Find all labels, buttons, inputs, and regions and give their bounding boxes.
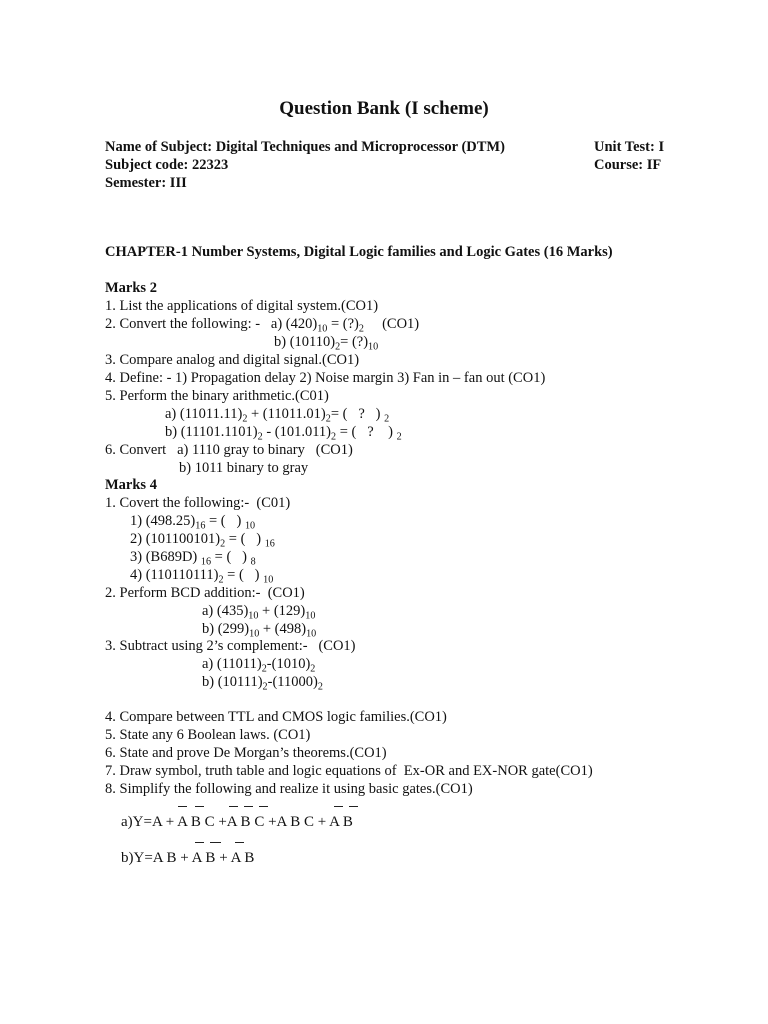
overbar [210,842,221,843]
question: 3. Compare analog and digital signal.(CO1) [105,352,360,368]
question: 2. Convert the following: - a) $(420)_{10}$ = $(?)_2$ (CO1) [105,316,420,335]
unit-test: Unit Test: I [594,139,665,155]
question: 1. Covert the following:- (C01) [105,495,291,511]
overbar [334,806,343,807]
question: 5. Perform the binary arithmetic.(C01) [105,388,329,404]
question: 2. Perform BCD addition:- (CO1) [105,585,305,601]
equation-b: b)Y=A B + A B + A B [121,850,255,866]
sub-question: 4) $(110110111)_2$ = ( ) $_{10}$ [130,567,274,586]
question: 6. State and prove De Morgan’s theorems.(CO1) [105,745,387,761]
sub-question: b) $(11101.1101)_2 - (101.011)_2$ = ( ? ) $_2$ [165,424,402,443]
sub-question: a) $(435)_{10} + (129)_{10}$ [202,603,316,622]
question: 8. Simplify the following and realize it using basic gates.(CO1) [105,781,473,797]
overbar [229,806,238,807]
chapter-heading: CHAPTER-1 Number Systems, Digital Logic families and Logic Gates (16 Marks) [105,244,613,260]
sub-question: b) $(10111)_2-(11000)_2$ [202,674,323,693]
marks2-heading: Marks 2 [105,280,157,296]
course: Course: IF [594,157,662,173]
sub-question: 1) $(498.25)_{16}$ = ( ) $_{10}$ [130,513,256,532]
question: 1. List the applications of digital system.(CO1) [105,298,379,314]
subject-code: Subject code: 22323 [105,157,229,173]
sub-question: a) $(11011)_2-(1010)_2$ [202,656,316,675]
overbar [235,842,244,843]
overbar [195,842,204,843]
question: 6. Convert a) 1110 gray to binary (CO1) [105,442,353,458]
question: 4. Compare between TTL and CMOS logic families.(CO1) [105,709,447,725]
sub-question: b) 1011 binary to gray [179,460,309,476]
page-title: Question Bank (I scheme) [279,98,489,119]
question: 4. Define: - 1) Propagation delay 2) Noise margin 3) Fan in – fan out (CO1) [105,370,546,386]
sub-question: b) $(10110)_2=$ $(?)_{10}$ [274,334,379,353]
question: 5. State any 6 Boolean laws. (CO1) [105,727,311,743]
overbar [178,806,187,807]
sub-question: 2) $(101100101)_2$ = ( ) $_{16}$ [130,531,275,550]
question: 7. Draw symbol, truth table and logic equations of Ex-OR and EX-NOR gate(CO1) [105,763,593,779]
sub-question: 3) (B689D) $_{16}$ = ( ) $_8$ [130,549,256,568]
sub-question: a) $(11011.11)_2 + (11011.01)_2=$ ( ? ) $_2$ [165,406,390,425]
semester: Semester: III [105,175,187,191]
sub-question: b) $(299)_{10} + (498)_{10}$ [202,621,317,640]
overbar [259,806,268,807]
overbar [195,806,204,807]
subject-name: Name of Subject: Digital Techniques and Microprocessor (DTM) [105,139,505,155]
overbar [349,806,358,807]
question: 3. Subtract using 2’s complement:- (CO1) [105,638,356,654]
marks4-heading: Marks 4 [105,477,157,493]
equation-a: a)Y=A + A B C +A B C +A B C + A B [121,814,353,830]
overbar [244,806,253,807]
